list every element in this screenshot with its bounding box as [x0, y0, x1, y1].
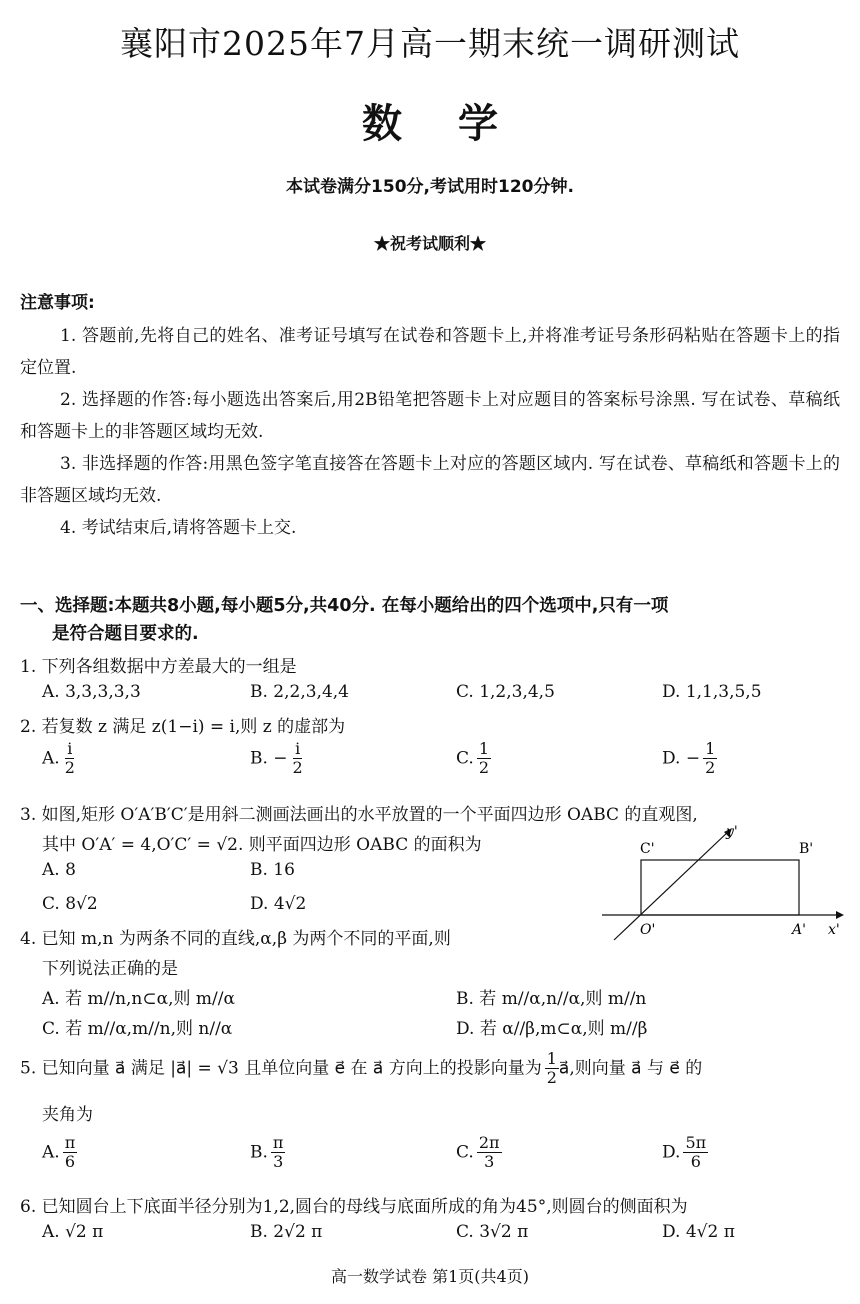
notice-item-3: 3. 非选择题的作答:用黑色签字笔直接答在答题卡上对应的答题区域内. 写在试卷、草稿纸和答题卡上的非答题区域均无效.: [20, 454, 840, 506]
question-3-stem-line1: 3. 如图,矩形 O′A′B′C′是用斜二测画法画出的水平放置的一个平面四边形 OABC 的直观图,: [20, 805, 698, 825]
label-o-prime: O': [640, 922, 656, 938]
question-5-option-d: D. $\frac{5\pi}{6}$: [662, 1133, 707, 1172]
question-3-option-b: B. 16: [250, 860, 295, 880]
fraction: $\frac{i}{2}$: [292, 739, 303, 778]
y-axis-line: [614, 830, 730, 940]
question-3-stem-line2: 其中 O′A′ = 4,O′C′ = √2. 则平面四边形 OABC 的面积为: [42, 835, 482, 855]
question-4-option-a: A. 若 m//n,n⊂α,则 m//α: [42, 989, 235, 1009]
fraction: $\frac{i}{2}$: [64, 739, 75, 778]
question-6-option-c: C. 3√2 π: [456, 1222, 529, 1242]
question-5-option-b: B. $\frac{\pi}{3}$: [250, 1133, 284, 1172]
fraction: $\frac{5\pi}{6}$: [685, 1133, 707, 1172]
fraction: $\frac{2\pi}{3}$: [478, 1133, 500, 1172]
label-x-prime: x': [828, 922, 840, 938]
question-4-stem-line1: 4. 已知 m,n 为两条不同的直线,α,β 为两个不同的平面,则: [20, 929, 451, 949]
question-2-option-b: B. − $\frac{i}{2}$: [250, 739, 303, 778]
section-heading: 一、选择题:本题共8小题,每小题5分,共40分. 在每小题给出的四个选项中,只有一项 是符合题目要求的.: [20, 596, 669, 644]
question-4-option-b: B. 若 m//α,n//α,则 m//n: [456, 989, 647, 1009]
question-6-option-b: B. 2√2 π: [250, 1222, 323, 1242]
question-3-option-c: C. 8√2: [42, 894, 98, 914]
exam-info: 本试卷满分150分,考试用时120分钟.: [286, 177, 574, 197]
rectangle-oabc: [641, 860, 799, 915]
notice-heading: 注意事项:: [20, 293, 95, 313]
fraction: $\frac{1}{2}$: [546, 1049, 557, 1088]
question-6-option-a: A. √2 π: [42, 1222, 104, 1242]
good-luck-line: ★祝考试顺利★: [373, 234, 486, 253]
question-1-stem: 1. 下列各组数据中方差最大的一组是: [20, 657, 297, 677]
label-b-prime: B': [799, 841, 814, 857]
fraction: $\frac{1}{2}$: [705, 739, 716, 778]
question-6-stem: 6. 已知圆台上下底面半径分别为1,2,圆台的母线与底面所成的角为45°,则圆台的侧面积为: [20, 1197, 688, 1217]
question-4-option-c: C. 若 m//α,m//n,则 n//α: [42, 1019, 233, 1039]
question-1-option-a: A. 3,3,3,3,3: [42, 682, 141, 702]
question-4-option-d: D. 若 α//β,m⊂α,则 m//β: [456, 1019, 648, 1039]
subject-title: 数学: [362, 100, 554, 147]
fraction: $\frac{\pi}{6}$: [64, 1133, 76, 1172]
fraction: $\frac{1}{2}$: [478, 739, 489, 778]
question-2-option-c: C. $\frac{1}{2}$: [456, 739, 489, 778]
notice-item-1: 1. 答题前,先将自己的姓名、准考证号填写在试卷和答题卡上,并将准考证号条形码粘贴在答题卡上的指定位置.: [20, 326, 840, 378]
exam-title: 襄阳市2025年7月高一期末统一调研测试: [120, 24, 740, 63]
question-5-stem-line1: 5. 已知向量 a⃗ 满足 |a⃗| = √3 且单位向量 e⃗ 在 a⃗ 方向上的投影向量为 $\frac{1}{2}$ a⃗,则向量 a⃗ 与 e⃗ 的: [20, 1049, 703, 1088]
question-3-option-a: A. 8: [42, 860, 76, 880]
question-2-stem: 2. 若复数 z 满足 z(1−i) = i,则 z 的虚部为: [20, 717, 346, 737]
label-a-prime: A': [792, 922, 806, 938]
question-1-option-d: D. 1,1,3,5,5: [662, 682, 762, 702]
notice-item-4: 4. 考试结束后,请将答题卡上交.: [60, 518, 297, 538]
question-4-stem-line2: 下列说法正确的是: [42, 959, 178, 979]
label-c-prime: C': [640, 841, 655, 857]
notice-item-2: 2. 选择题的作答:每小题选出答案后,用2B铅笔把答题卡上对应题目的答案标号涂黑. 写在试卷、草稿纸和答题卡上的非答题区域均无效.: [20, 390, 840, 442]
question-2-option-d: D. − $\frac{1}{2}$: [662, 739, 716, 778]
question-6-option-d: D. 4√2 π: [662, 1222, 735, 1242]
x-axis-arrow: [836, 911, 844, 919]
question-5-stem-line2: 夹角为: [42, 1105, 93, 1125]
label-y-prime: y': [726, 824, 738, 840]
fraction: $\frac{\pi}{3}$: [272, 1133, 284, 1172]
question-1-option-c: C. 1,2,3,4,5: [456, 682, 555, 702]
page-footer: 高一数学试卷 第1页(共4页): [331, 1267, 529, 1286]
question-3-option-d: D. 4√2: [250, 894, 307, 914]
oblique-projection-figure: [596, 822, 848, 946]
question-1-option-b: B. 2,2,3,4,4: [250, 682, 349, 702]
question-5-option-a: A. $\frac{\pi}{6}$: [42, 1133, 76, 1172]
question-5-option-c: C. $\frac{2\pi}{3}$: [456, 1133, 500, 1172]
question-2-option-a: A. $\frac{i}{2}$: [42, 739, 75, 778]
